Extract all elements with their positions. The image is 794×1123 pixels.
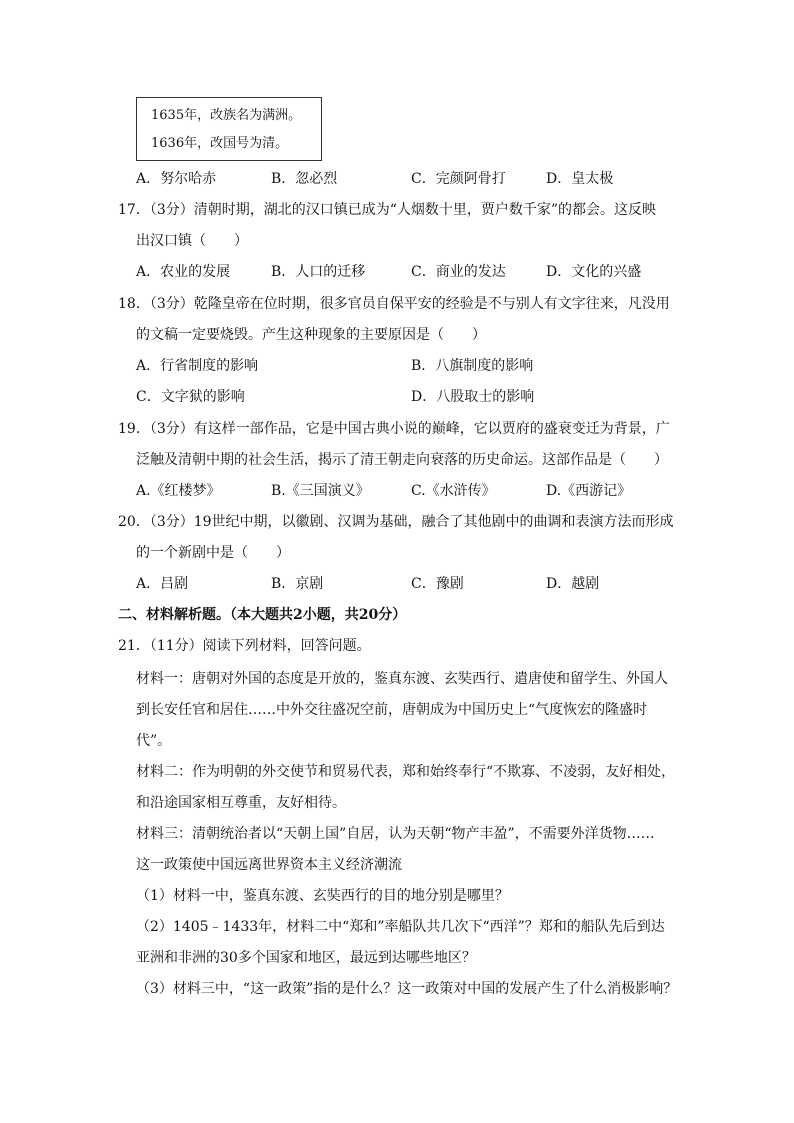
section-heading: 二、材料解析题。（本大题共2小题，共20分） — [118, 607, 407, 623]
q18-stem-line-2: 的文稿一定要烧毁。产生这种现象的主要原因是（ ） — [136, 327, 486, 343]
q18-option-b: B．八旗制度的影响 — [411, 358, 534, 374]
q16-option-d: D．皇太极 — [546, 171, 614, 187]
q21-subquestion-2-line-1: （2）1405﹣1433年，材料二中“郑和”率船队共几次下“西洋”？郑和的船队先后到达 — [136, 919, 665, 935]
q21-stem: 21．（11分）阅读下列材料，回答问题。 — [118, 638, 371, 654]
quote-line-1: 1635年，改族名为满洲。 — [151, 108, 302, 123]
q18-option-c: C．文字狱的影响 — [136, 389, 245, 405]
q19-option-a: A.《红楼梦》 — [136, 483, 221, 499]
q20-option-c: C．豫剧 — [411, 576, 464, 592]
q19-stem-line-2: 泛触及清朝中期的社会生活，揭示了清王朝走向衰落的历史命运。这部作品是（ ） — [136, 452, 668, 468]
q20-option-d: D．越剧 — [546, 576, 600, 592]
quote-line-2: 1636年，改国号为清。 — [151, 136, 289, 151]
q21-material-1-line-1: 材料一：唐朝对外国的态度是开放的，鉴真东渡、玄奘西行、遣唐使和留学生、外国人 — [136, 671, 668, 687]
q19-option-d: D.《西游记》 — [546, 483, 632, 499]
q20-option-b: B．京剧 — [271, 576, 324, 592]
q17-stem-line-1: 17．（3分）清朝时期，湖北的汉口镇已成为“人烟数十里，贾户数千家”的都会。这反映 — [118, 202, 657, 218]
q16-option-c: C．完颜阿骨打 — [411, 171, 506, 187]
q21-subquestion-2-line-2: 亚洲和非洲的30多个国家和地区，最远到达哪些地区？ — [136, 950, 476, 966]
q17-option-d: D．文化的兴盛 — [546, 264, 642, 280]
q21-material-3-line-1: 材料三：清朝统治者以“天朝上国”自居，认为天朝“物产丰盈”，不需要外洋货物…… — [136, 826, 655, 842]
q18-stem-line-1: 18．（3分）乾隆皇帝在位时期，很多官员自保平安的经验是不与别人有文字往来，凡没用 — [118, 296, 670, 312]
q20-stem-line-2: 的一个新剧中是（ ） — [136, 545, 290, 561]
q17-option-b: B．人口的迁移 — [271, 264, 366, 280]
q21-material-1-line-3: 代”。 — [136, 733, 172, 749]
q16-option-a: A．努尔哈赤 — [136, 171, 217, 187]
q18-option-a: A．行省制度的影响 — [136, 358, 259, 374]
q21-material-1-line-2: 到长安任官和居住……中外交往盛况空前，唐朝成为中国历史上“气度恢宏的隆盛时 — [136, 702, 648, 718]
q21-material-2-line-2: 和沿途国家相互尊重，友好相待。 — [136, 795, 346, 811]
q17-stem-line-2: 出汉口镇（ ） — [136, 233, 248, 249]
q21-subquestion-3: （3）材料三中，“这一政策”指的是什么？这一政策对中国的发展产生了什么消极影响？ — [136, 981, 678, 997]
quote-box — [136, 97, 322, 161]
q21-subquestion-1: （1）材料一中，鉴真东渡、玄奘西行的目的地分别是哪里？ — [136, 888, 509, 904]
q20-option-a: A．吕剧 — [136, 576, 189, 592]
q20-stem-line-1: 20．（3分）19世纪中期，以徽剧、汉调为基础，融合了其他剧中的曲调和表演方法而形成 — [118, 514, 674, 530]
q21-material-3-line-2: 这一政策使中国远离世界资本主义经济潮流 — [136, 857, 402, 873]
q17-option-c: C．商业的发达 — [411, 264, 506, 280]
q19-option-c: C.《水浒传》 — [411, 483, 496, 499]
q17-option-a: A．农业的发展 — [136, 264, 231, 280]
q19-option-b: B.《三国演义》 — [271, 483, 370, 499]
q19-stem-line-1: 19．（3分）有这样一部作品，它是中国古典小说的巅峰，它以贾府的盛衰变迁为背景，广 — [118, 421, 670, 437]
q21-material-2-line-1: 材料二：作为明朝的外交使节和贸易代表，郑和始终奉行“不欺寡、不凌弱，友好相处， — [136, 764, 676, 780]
q18-option-d: D．八股取士的影响 — [411, 389, 535, 405]
q16-option-b: B．忽必烈 — [271, 171, 338, 187]
